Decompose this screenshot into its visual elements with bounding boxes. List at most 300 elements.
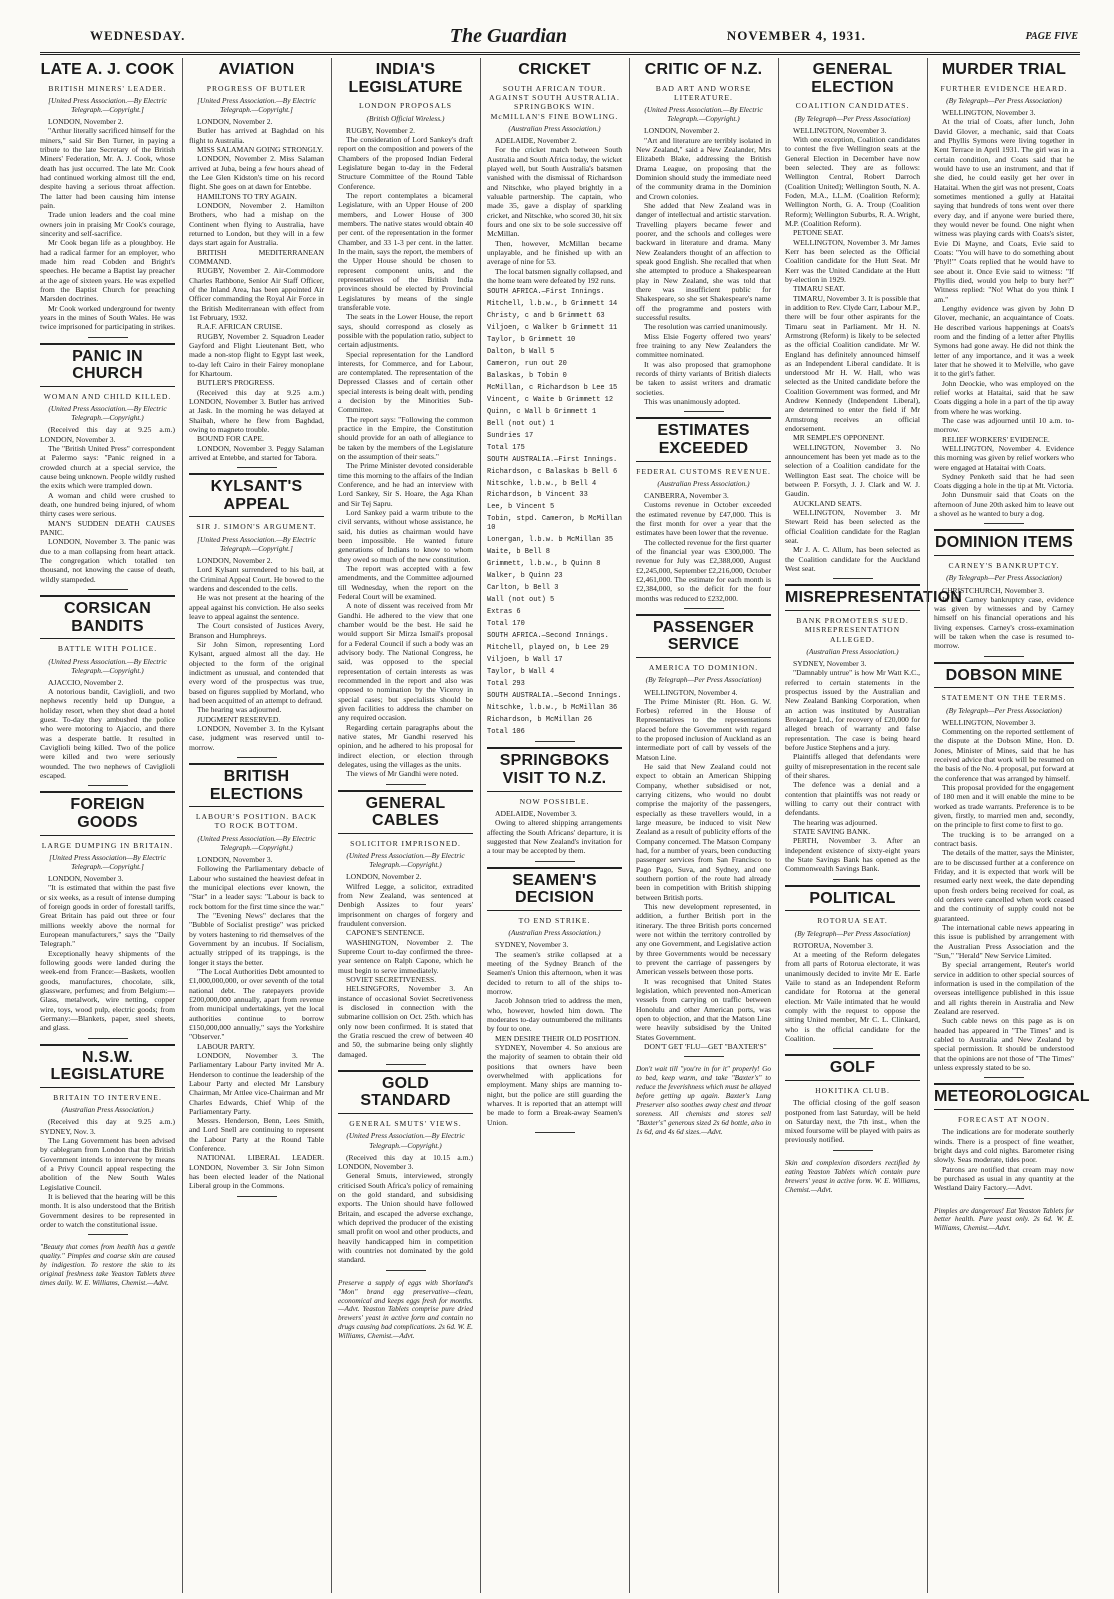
scoreboard-line: Total 175	[487, 443, 525, 452]
article-headline: CRITIC OF N.Z.	[644, 61, 763, 78]
article-subheading: LARGE DUMPING IN BRITAIN.	[41, 840, 174, 850]
article-paragraph: Sydney Penketh said that he had seen Coats digging a hole in the tip at Mt. Victoria.	[934, 471, 1074, 491]
section-rule	[237, 1196, 277, 1197]
article-subheading: NOW POSSIBLE.	[519, 796, 590, 806]
article-paragraph: LONDON, November 3. The panic was due to a man collapsing from heart attack. The congregation which totalled ten thousand, not knowing the cause of death, wildly stampeded.	[40, 537, 175, 584]
article-paragraph: LONDON, November 3. Peggy Salaman arrived at Entebbe, and started for Tabora.	[189, 443, 324, 462]
scoreboard-line: Vincent, c Waite b Grimmett 12	[487, 395, 614, 404]
article-dateline: LONDON, November 2.	[644, 126, 720, 136]
article-headline: KYLSANT'S APPEAL	[189, 473, 324, 517]
article-dateline: WELLINGTON, November 4.	[644, 687, 738, 697]
article-paragraph: The views of Mr Gandhi were noted.	[346, 769, 459, 779]
scoreboard-line: Sundries 17	[487, 431, 534, 440]
article-subheading: SOUTH AFRICAN TOUR. AGAINST SOUTH AUSTRALIA. SPRINGBOKS WIN. McMILLAN'S FINE BOWLING.	[489, 83, 620, 121]
section-rule	[984, 1198, 1024, 1199]
article-headline: FOREIGN GOODS	[40, 791, 175, 835]
article-headline: PANIC IN CHURCH	[40, 343, 175, 387]
article-paragraph: The seats in the Lower House, the report says, should correspond as closely as possible with the population ratio, subject to certain adjustments.	[338, 312, 473, 350]
scoreboard-line: Nitschke, l.b.w., b Bell 4	[487, 479, 597, 488]
article	[189, 473, 324, 752]
scoreboard-line: Total 170	[487, 619, 525, 628]
article-subheading: LONDON PROPOSALS	[358, 101, 452, 111]
article-source: (Australian Press Association.)	[508, 928, 601, 938]
article-paragraph: The Lang Government has been advised by cablegram from London that the British Government intends to intervene by means of a Privy Council appeal respecting the abolition of the New South Wales Legislative Council.	[40, 1135, 175, 1192]
article-headline: SPRINGBOKS VISIT TO N.Z.	[487, 747, 622, 791]
article-paragraph: Such cable news on this page as is on headed has appeared in "The Times" and is cabled to Australia and New Zealand by special permission. It should be understood that the opinions are not those of "The Times" unless expressly stated to be so.	[934, 1016, 1074, 1072]
article-subheading: HOKITIKA CLUB.	[815, 1085, 890, 1095]
section-rule	[386, 1064, 426, 1065]
article-dateline: CHRISTCHURCH, November 3.	[942, 585, 1045, 595]
article-paragraph: It was also proposed that gramophone records of thirty variants of British dialects be taken to assist writers and dramatic societies.	[636, 359, 771, 397]
article-paragraph: John Dunsmuir said that Coats on the afternoon of June 20th asked him to leave out a shovel as he wanted to bury a dog.	[934, 490, 1074, 519]
scoreboard-line: Christy, c and b Grimmett 63	[487, 312, 605, 321]
section-rule	[684, 411, 724, 412]
masthead-page-number: PAGE FIVE	[1025, 30, 1078, 42]
article	[487, 61, 622, 736]
section-rule	[535, 1132, 575, 1133]
article-headline: MISREPRESENTATION	[785, 584, 920, 611]
scoreboard-line: Mitchell, played on, b Lee 29	[487, 643, 609, 652]
article-paragraph: The case was adjourned until 10 a.m. to-morrow.	[934, 415, 1074, 435]
article	[189, 61, 324, 462]
section-rule	[237, 467, 277, 468]
article-subheading: ROTORUA SEAT.	[817, 916, 888, 926]
article-dateline: ADELAIDE, November 2.	[495, 136, 577, 146]
article-headline: GOLD STANDARD	[338, 1070, 473, 1114]
article-paragraph: The hearing was adjourned.	[197, 705, 282, 715]
article-source: (United Press Association.—By Electric Telegraph.—Copyright.)	[346, 1131, 465, 1150]
article-paragraph: For the cricket match between South Australia and South Africa today, the wicket played well, but South Australia's batsmen vanished with the dismissal of Richardson and Nitschke, who played brightly in a valuable partnership. The captain, who made 35, gave a display of sparkling cricket, and Nitschke, who scored 30, hit six fours and one six to be sole successive off McMillan.	[487, 145, 622, 239]
article-paragraph: Sir John Simon, representing Lord Kylsant, argued almost all the day. He objected to the form of the original indictment as unusual, and contended that every word of the prospectus was true, based on figures supplied by Morland, who had been acquitted of an attempt to defraud.	[189, 639, 324, 705]
article-paragraph: The seamen's strike collapsed at a meeting of the Sydney Branch of the Seamen's Union this afternoon, when it was decided to return to all of the ships to-morrow.	[487, 949, 622, 996]
article-paragraph: Wilfred Legge, a solicitor, extradited from New Zealand, was sentenced at Denbigh Assizes to four years' imprisonment on charges of forgery and fraudulent conversion.	[338, 881, 473, 928]
advertisement-notice: Skin and complexion disorders rectified by eating Yeaston Tablets which contain pure brewers' yeast in active form. W. E. Williams, Chemist.—Advt.	[785, 1157, 920, 1194]
article-paragraph: John Deockie, who was employed on the relief works at Hataitai, said that he saw Coats digging a hole in a part of the tip away from where he was working.	[934, 378, 1074, 416]
advertisement-notice: Pimples are dangerous! Eat Yeaston Tablets for better health. Pure yeast only. 2s 6d. W. E. Williams, Chemist.—Advt.	[934, 1205, 1074, 1233]
article-dateline: LONDON, November 2.	[48, 117, 124, 127]
article	[40, 343, 175, 584]
article-dateline: ROTORUA, November 3.	[793, 940, 874, 950]
article-paragraph: MR SEMPLE'S OPPONENT.	[793, 433, 885, 443]
article-paragraph: TIMARU SEAT.	[793, 284, 845, 294]
article-dateline: CANBERRA, November 3.	[644, 490, 729, 500]
article-paragraph: SOVIET SECRETIVENESS.	[346, 974, 437, 984]
article-paragraph: Mr Cook began life as a ploughboy. He had a radical farmer for an employer, who made him read Cobden and Bright's speeches. He became a Baptist lay preacher at the age of sixteen years. He was expelled from the Baptist Church for preaching Marsden doctrines.	[40, 238, 175, 304]
article-paragraph: The international cable news appearing in this issue is published by arrangement with the Australian Press Association and the "Sun," "Herald" New Service Limited.	[934, 923, 1074, 961]
article-paragraph: LABOUR PARTY.	[197, 1041, 255, 1051]
article-subheading: WOMAN AND CHILD KILLED.	[43, 391, 172, 401]
advertisement-notice: Preserve a supply of eggs with Shorland's "Mon" brand egg preservative—clean, economical and keeps eggs fresh for months.—Advt. Yeaston Tablets comprise pure dried brewers' yeast in active form and contain no drugs causing bad complications. 2s 6d. W. E. Williams, Chemist.—Advt.	[338, 1277, 473, 1341]
section-rule	[237, 757, 277, 758]
article-paragraph: The resolution was carried unanimously.	[644, 322, 768, 332]
section-rule	[88, 785, 128, 786]
article-paragraph: Miss Elsie Fogerty offered two years' free training to any New Zealanders the committee nominated.	[636, 331, 771, 360]
section-rule	[386, 784, 426, 785]
article-paragraph: She added that New Zealand was in danger of intellectual and artistic starvation. Travelling players became fewer and poorer, and the schools and colleges were backward in literature and drama. Many New Zealanders thought of an affection to speak good English. She recalled that when she attempted to produce a Shakespearean play in New Zealand, she was told that there was insufficient public for Shakespeare, so she set Shakespeare's name off the programme and posters with successful results.	[636, 201, 771, 323]
article	[338, 61, 473, 779]
article-paragraph: The collected revenue for the first quarter of the financial year was £300,000. The revenue for July was £2,388,000, August £2,245,000, September £2,216,000, October £2,461,000. The estimate for each month is £2,384,000, so the deficit for the four months was reduced to £232,000.	[636, 537, 771, 603]
article-paragraph: MEN DESIRE THEIR OLD POSITION.	[495, 1033, 621, 1043]
article-headline: ESTIMATES EXCEEDED	[636, 417, 771, 461]
article-headline: DOBSON MINE	[934, 662, 1074, 689]
article-paragraph: Plaintiffs alleged that defendants were guilty of misrepresentation in the recent sale of their shares.	[785, 752, 920, 780]
article-headline: DOMINION ITEMS	[934, 529, 1074, 556]
article-paragraph: By special arrangement, Reuter's world service in addition to other special sources of information is used in the compilation of the overseas intelligence published in this issue and all rights therein in Australia and New Zealand are reserved.	[934, 960, 1074, 1016]
masthead-date: NOVEMBER 4, 1931.	[726, 28, 866, 43]
article-paragraph: LONDON, November 3. The Parliamentary Labour Party invited Mr A. Henderson to continue the leadership of the Labour Party and elected Mr Lansbury Chairman, Mr Attlee vice-Chairman and Mr Charles Edwards, Chief Whip of the Parliamentary Party.	[189, 1050, 324, 1116]
article	[636, 417, 771, 603]
article	[487, 867, 622, 1127]
article	[487, 747, 622, 855]
article-paragraph: Regarding certain paragraphs about the native states, Mr Gandhi reserved his opinion, and he adhered to his proposal for indirect election, or election through delegates, using the villages as the units.	[338, 722, 473, 769]
scoreboard-line: Dalton, b Wall 5	[487, 348, 555, 357]
article-paragraph: The Prime Minister devoted considerable time this morning to the affairs of the Indian Conference, and he had an interview with Lord Sankey, Sir S. Hoare, the Aga Khan and Sir Tej Sapru.	[338, 461, 473, 508]
article-source: (By Telegraph—Per Press Association)	[794, 928, 911, 938]
column-rule	[778, 58, 779, 1593]
article	[934, 529, 1074, 650]
advertisement-notice: "Beauty that comes from health has a gentle quality." Pimples and coarse skin are caused by indigestion. To restore the skin to its original freshness take Yeaston Tablets three times daily. W. E. Williams, Chemist.—Advt.	[40, 1242, 175, 1288]
section-rule	[833, 879, 873, 880]
article-paragraph: The indications are for moderate southerly winds. There is a prospect of fine weather, bright days and cold nights. Barometer rising slowly. Seas moderate, tides poor.	[934, 1127, 1074, 1165]
section-rule	[984, 656, 1024, 657]
article-paragraph: The report says: "Following the common practice in the Empire, the Constitution should provide for an oath of allegiance to be taken by the members of the Legislature on the assumption of their seats."	[338, 414, 473, 462]
article-paragraph: At the trial of Coats, after lunch, John David Glover, a mechanic, said that Coats and Phyllis Symons were living together in Kent Terrace in April 1931. The girl was in a certain condition, and Coats said that he would have to use an instrument, and that if she died, he could easily get her over in Hataitai. When the girl was not present, Coats sometimes mentioned a gully at Hataitai saying that hundreds of tons went over there every day, and if anyone were buried there, they would never be found. One night when witness was playing cards with Coats's sister, Evie Di Mayne, and Coats, Evie said to Coats: "You will have to do something about 'Phyl!'" Coats replied that he would have to see about it. Once Evie said to witness: "If Phyllis died, would you help to bury her?" Witness replied: "No! What do you think I am."	[934, 117, 1074, 304]
article-subheading: BATTLE WITH POLICE.	[57, 644, 158, 654]
column-7	[934, 58, 1090, 1593]
article-dateline: LONDON, November 2.	[197, 117, 273, 127]
article-paragraph: The consideration of Lord Sankey's draft report on the composition and powers of the Chambers of the proposed Indian Federal Legislature began to-day in the Federal Structure Committee of the Round Table Conference.	[338, 134, 473, 191]
article-subheading: FURTHER EVIDENCE HEARD.	[940, 83, 1068, 93]
article-paragraph: Customs revenue in October exceeded the estimated revenue by £47,000. This is the first month for over a year that the estimates have been lower that the revenue.	[636, 500, 771, 538]
article-headline: PASSENGER SERVICE	[636, 614, 771, 658]
article-paragraph: The Court consisted of Justices Avery, Branson and Humphreys.	[189, 621, 324, 640]
article-paragraph: He was not present at the hearing of the appeal against his conviction. He also seeks leave to appeal against the sentence.	[189, 593, 324, 621]
article-subheading: LABOUR'S POSITION. BACK TO ROCK BOTTOM.	[195, 812, 318, 831]
article-paragraph: WELLINGTON, November 3. Mr Stewart Reid has been selected as the official Coalition candidate for the Raglan seat.	[785, 508, 920, 546]
article-subheading: CARNEY'S BANKRUPTCY.	[948, 561, 1060, 571]
article-dateline: RUGBY, November 2.	[346, 125, 416, 135]
article	[338, 790, 473, 1059]
scoreboard-line: Taylor, b Wall 4	[487, 667, 555, 676]
article-subheading: COALITION CANDIDATES.	[795, 101, 910, 111]
scoreboard-line: Tobin, stpd. Cameron, b McMillan 10	[487, 515, 622, 533]
article-paragraph: The trucking is to be arranged on a contract basis.	[934, 829, 1074, 849]
article-subheading: SIR J. SIMON'S ARGUMENT.	[196, 522, 317, 532]
article-headline: POLITICAL	[785, 885, 920, 912]
article	[40, 791, 175, 1032]
article-paragraph: MAN'S SUDDEN DEATH CAUSES PANIC.	[40, 518, 175, 538]
article-source: (United Press Association.—By Electric Telegraph.—Copyright.)	[197, 833, 316, 852]
article	[636, 614, 771, 1051]
article-dateline: ADELAIDE, November 3.	[495, 809, 577, 818]
article-paragraph: LONDON, November 3. In the Kylsant case, judgment was reserved until to-morrow.	[189, 723, 324, 752]
article-paragraph: Owing to altered shipping arrangements affecting the South Africans' departure, it is suggested that New Zealand's invitation for a tour may be accepted by them.	[487, 818, 622, 856]
article-headline: GENERAL CABLES	[338, 790, 473, 834]
article-paragraph: BRITISH MEDITERRANEAN COMMAND.	[189, 247, 324, 267]
article-dateline: SYDNEY, November 3.	[793, 659, 867, 669]
article-paragraph: DON'T GET 'FLU—GET "BAXTER'S"	[644, 1041, 767, 1051]
article-headline: INDIA'S LEGISLATURE	[348, 61, 463, 96]
article-source: (United Press Association.—By Electric Telegraph.—Copyright.)	[48, 404, 167, 423]
article-paragraph: RUGBY, November 2. Squadron Leader Gayford and Flight Lieutenant Bett, who made a non-stop flight to Egypt last week, to-day left Cairo in their Fairey monoplane for Khartoum.	[189, 331, 324, 378]
scoreboard-line: SOUTH AUSTRALIA.—First Innings.	[487, 455, 618, 464]
scoreboard-line: SOUTH AUSTRALIA.—Second Innings.	[487, 691, 622, 700]
scoreboard-line: Richardson, b Vincent 33	[487, 491, 588, 500]
article-paragraph: NATIONAL LIBERAL LEADER. LONDON, November 3. Sir John Simon has been elected leader of the National Liberal group in the Commons.	[189, 1153, 324, 1191]
article-paragraph: The report was accepted with a few amendments, and the Committee adjourned till Wednesday, when the report on the Federal Court will be examined.	[338, 564, 473, 602]
article-headline: GENERAL ELECTION	[811, 61, 894, 96]
article-paragraph: The official closing of the golf season postponed from last Saturday, will be held on Saturday next, the 7th inst., when the mixed foursome will be played with pairs as previously notified.	[785, 1098, 920, 1145]
article-paragraph: Lord Sankey paid a warm tribute to the civil servants, without whose assistance, he said, his duties as chairman would have been impossible. He wanted future generations of Indians to know to whom they owed so much of the new constitution.	[338, 508, 473, 564]
article-subheading: SOLICITOR IMPRISONED.	[350, 838, 461, 848]
article-headline: MURDER TRIAL	[941, 61, 1067, 78]
article-subheading: BAD ART AND WORSE LITERATURE.	[655, 83, 752, 102]
masthead-paper-name: The Guardian	[449, 24, 568, 47]
article-paragraph: This new development represented, in addition, a further British port in the itinerary. The three British ports concerned were not within the territory controlled by any one Government, and Legislative action by three Governments would be necessary to prevent the carriage of passengers by American vessels between those ports.	[636, 902, 771, 977]
scoreboard-line: Balaskas, b Tobin 0	[487, 371, 567, 380]
scoreboard-line: Lonergan, l.b.w. b McMillan 35	[487, 536, 614, 545]
article-paragraph: WELLINGTON, November 3. Mr James Kerr has been selected as the Official Coalition candidate for the Hutt Seat. Mr Kerr was the United Candidate at the Hutt by-election in 1929.	[785, 237, 920, 284]
section-rule	[386, 1270, 426, 1271]
scoreboard-line: SOUTH AFRICA.—First Innings.	[487, 288, 605, 297]
article-paragraph: Patrons are notified that cream may now be purchased as usual in any quantity at the Westland Dairy Factory.—Advt.	[934, 1164, 1074, 1193]
article-paragraph: A notorious bandit, Caviglioli, and two nephews recently held up Dungue, a holiday resort, when they shot dead a hotel guest. To-day they ambushed the police who were motoring to Ajaccio, and there was a desperate battle. It resulted in Caviglioli being killed. Two of the police were killed and two were seriously wounded. The two nephews of Caviglioli escaped.	[40, 687, 175, 781]
article-paragraph: AUCKLAND SEATS.	[793, 498, 862, 508]
section-rule	[833, 1048, 873, 1049]
article	[785, 885, 920, 1044]
article	[40, 61, 175, 332]
article-source: (By Telegraph—Per Press Association)	[645, 675, 762, 685]
article-dateline: (Received this day at 10.15 a.m.) LONDON, November 3.	[338, 1152, 473, 1171]
scoreboard-line: Richardson, c Balaskas b Bell 6	[487, 467, 618, 476]
article	[40, 1044, 175, 1230]
article-source: (By Telegraph—Per Press Association)	[794, 113, 911, 123]
article-subheading: BRITISH MINERS' LEADER.	[48, 83, 167, 93]
article-paragraph: At a meeting of the Reform delegates from all parts of Rotorua electorate, it was unanimously decided to invite Mr E. Earle Vaile to stand as an Independent Reform candidate for Rotorua at the general election. Mr Vaile intimated that he would comply with the request to oppose the sitting United member, Mr C. L. Clinkard, who is the official candidate for the Coalition.	[785, 949, 920, 1043]
scoreboard-line: Extras 6	[487, 608, 521, 616]
article-subheading: PROGRESS OF BUTLER	[206, 83, 307, 93]
article-source: (By Telegraph—Per Press Association)	[946, 573, 1062, 583]
article-source: (British Official Wireless.)	[366, 113, 445, 123]
article-subheading: TO END STRIKE.	[518, 915, 591, 925]
article-paragraph: "The Local Authorities Debt amounted to £1,000,000,000, or over seventh of the total national debt. The ratepayers provide £200,000,000 annually, apart from revenue from municipal undertakings, yet the local authorities continue to borrow £150,000,000 annually," says the Yorkshire "Observer."	[189, 966, 324, 1042]
article-paragraph: Lord Kylsant surrendered to his bail, at the Criminal Appeal Court. He bowed to the wardens and descended to the cells.	[189, 565, 324, 593]
article-paragraph: "Art and literature are terribly isolated in New Zealand," said a New Zealander, Mrs Elizabeth Blake, addressing the British Drama League, on proposing that the Dominion should study the immediate need of the community drama in the Dominion and Crown colonies.	[636, 135, 771, 201]
article-paragraph: WELLINGTON, November 3. No announcement has been yet made as to the selection of a Coalition candidate for the Wellington East seat. The choice will be between P. Forsyth, J. J. Clark and W. J. Gaudin.	[785, 442, 920, 499]
scoreboard-line: Quinn, c Wall b Grimmett 1	[487, 407, 597, 416]
article-source: [United Press Association.—By Electric Telegraph.—Copyright.]	[197, 95, 316, 115]
article-source: [United Press Association.—By Electric Telegraph.—Copyright.]	[197, 534, 316, 553]
scoreboard-line: Grimmett, l.b.w., b Quinn 8	[487, 560, 601, 569]
scoreboard-line: McMillan, c Richardson b Lee 15	[487, 383, 618, 392]
article-paragraph: "Damnably untrue" is how Mr Watt K.C., referred to certain statements in the prospectus issued by the Australian and New Zealand Banking Corporation, when an action was instituted by Australian Brokerage Ltd., for recovery of £20,000 for alleged breach of warranty and false representation. The case is being heard before Justice Stephens and a jury.	[785, 668, 920, 753]
column-4	[487, 58, 622, 1593]
article	[934, 1083, 1090, 1193]
article-headline: METEOROLOGICAL	[934, 1083, 1074, 1110]
article-paragraph: A woman and child were crushed to death, one hundred being injured, of whom thirty cases were serious.	[40, 490, 175, 519]
article-paragraph: PETONE SEAT.	[793, 228, 844, 238]
article-paragraph: MISS SALAMAN GOING STRONGLY.	[197, 145, 324, 155]
article-paragraph: BOUND FOR CAPE.	[197, 434, 264, 444]
section-rule	[88, 337, 128, 338]
article-subheading: FORECAST AT NOON.	[957, 1114, 1051, 1124]
article	[934, 61, 1074, 518]
scoreboard-line: Viljoen, b Wall 17	[487, 655, 563, 664]
article-dateline: LONDON, November 3.	[197, 854, 273, 864]
article	[338, 1070, 473, 1265]
article-dateline: WELLINGTON, November 3.	[942, 108, 1036, 118]
scoreboard-line: Total 293	[487, 679, 525, 688]
article-paragraph: The "Evening News" declares that the "Bubble of Socialist prestige" was pricked by voters hastening to rid themselves of the Government by an incubus. If Socialism, actually stripped of its trappings, is the longer it stays the better.	[189, 910, 324, 967]
article-paragraph: The local batsmen signally collapsed, and the home team were defeated by 192 runs.	[487, 266, 622, 285]
article-source: (By Telegraph—Per Press Association)	[946, 95, 1062, 105]
article-dateline: LONDON, November 3.	[48, 874, 124, 884]
scoreboard-line: Waite, b Bell 8	[487, 548, 551, 557]
article-paragraph: General Smuts, interviewed, strongly criticised South Africa's policy of remaining on the gold standard, and subsidising exports. The Union should have followed Britain, and escaped the adverse exchange, which deprived the producer of the existing small profit on wool and other products, and heavily handicapped him in competition with countries not dominated by the gold standard.	[338, 1171, 473, 1265]
article-paragraph: With one exception, Coalition candidates to contest the five Wellington seats at the General Election in December have now been selected. They are as follows: Wellington Central, Robert Darroch (Coalition United); Wellington South, N. A. Foden, M.A., LL.M. (Coalition Reform); Wellington North, G. A. Troup (Coalition Reform); Wellington Suburbs, R. A. Wright, M.P. (Coalition Reform).	[785, 134, 920, 228]
section-rule	[88, 589, 128, 590]
column-6	[785, 58, 963, 1593]
article	[934, 662, 1074, 1073]
article-paragraph: WASHINGTON, November 2. The Supreme Court to-day confirmed the three-year sentence on Ralph Capone, which he must begin to serve immediately.	[338, 937, 473, 975]
article-dateline: SYDNEY, November 3.	[495, 940, 569, 950]
article-headline: BRITISH ELECTIONS	[189, 763, 324, 807]
scoreboard-line: Nitschke, l.b.w., b McMillan 36	[487, 703, 618, 712]
article-paragraph: HAMILTONS TO TRY AGAIN.	[197, 191, 297, 201]
column-rule	[480, 58, 481, 1593]
article-paragraph: This proposal provided for the engagement of 180 men and it will enable the mine to be worked as trade warrants. Preference is to be given, firstly, to married men and, secondly, on the principle to first come to first to go.	[934, 783, 1074, 830]
article-subheading: GENERAL SMUTS' VIEWS.	[349, 1119, 462, 1129]
article-paragraph: "Arthur literally sacrificed himself for the miners," said Sir Ben Turner, in paying a tribute to the late Secretary of the British Miners' Federation, Mr. A. J. Cook, whose death has just occurred. The late Mr. Cook had continued working almost till the end, despite having a serious throat affection. The latter had been causing him intense pain.	[40, 126, 175, 211]
article-paragraph: Commenting on the reported settlement of the dispute at the Dobson Mine, Hon. D. Jones, Minister of Mines, said that he has received advice that work will be resumed on the basis of the No. 4 proposal, put forward at the conference that was arranged by himself.	[934, 727, 1074, 783]
scoreboard-line: Lee, b Vincent 5	[487, 503, 555, 512]
article-paragraph: Mr J. A. C. Allum, has been selected as the Coalition candidate for the Auckland West seat.	[785, 545, 920, 574]
scoreboard-line: Taylor, b Grimmett 10	[487, 336, 576, 345]
article-paragraph: PERTH, November 3. After an independent existence of sixty-eight years the State Savings Bank has opened as the Commonwealth Savings Bank.	[785, 836, 920, 874]
section-rule	[535, 861, 575, 862]
column-rule	[927, 58, 928, 1593]
article-source: (United Press Association.—By Electric Telegraph.—Copyright.)	[48, 656, 167, 675]
article-paragraph: The hearing was adjourned.	[793, 817, 878, 827]
advertisement-notice: Don't wait till "you're in for it" properly! Go to bed, keep warm, and take "Baxter's" to reduce the feverishness which must be allayed before getting up again. Baxter's Lung Preserver also soothes away chest and throat soreness. All chemists and stores sell "Baxter's" generous sized 2s 6d bottle, also in 1s 6d, and 4s 6d sizes.—Advt.	[636, 1064, 771, 1137]
masthead	[40, 20, 1080, 55]
article-paragraph: "It is estimated that within the past five or six weeks, as a result of intense dumping of foreign goods in order of forestall tariffs, Great Britain has paid out three or four millions weekly above the normal for European manufacturers," says the "Daily Telegraph."	[40, 883, 175, 949]
column-3	[338, 58, 473, 1593]
article-paragraph: JUDGMENT RESERVED.	[197, 714, 281, 724]
article-source: (By Telegraph—Per Press Association)	[946, 705, 1062, 715]
scoreboard-line: Cameron, run out 20	[487, 359, 567, 368]
article-headline: SEAMEN'S DECISION	[487, 867, 622, 911]
article-paragraph: Mr Cook worked underground for twenty years in the mines of South Wales. He was twice imprisoned for participating in strikes.	[40, 303, 175, 332]
column-rule	[331, 58, 332, 1593]
section-rule	[833, 1150, 873, 1151]
article-paragraph: STATE SAVING BANK.	[793, 826, 871, 836]
scoreboard-line: Walker, b Quinn 23	[487, 572, 563, 581]
scoreboard-line: SOUTH AFRICA.—Second Innings.	[487, 631, 609, 640]
article-subheading: FEDERAL CUSTOMS REVENUE.	[636, 466, 771, 476]
scoreboard-line: Carlton, b Bell 3	[487, 584, 559, 593]
article	[785, 1054, 920, 1145]
article-paragraph: (Received this day at 9.25 a.m.) LONDON, November 3. Butler has arrived at Jask. In the morning he was delayed at Shaibah, where he flew from Baghdad, owing to magneto trouble.	[189, 387, 324, 434]
article-source: (United Press Association.—By Electric Telegraph.—Copyright.)	[346, 851, 465, 870]
article	[785, 584, 963, 874]
article-paragraph: LONDON, November 2. Hamilton Brothers, who had a mishap on the Continent when flying to Australia, have returned to London, but they will in a few days start again for Australia.	[189, 201, 324, 248]
article-paragraph: WELLINGTON, November 4. Evidence this morning was given by relief workers who were engaged at Hataitai with Coats.	[934, 443, 1074, 472]
article-paragraph: Jacob Johnson tried to address the men, who, however, howled him down. The moderates to-day outnumbered the militants by four to one.	[487, 996, 622, 1034]
article	[189, 763, 324, 1191]
article-paragraph: HELSINGFORS, November 3. An instance of occasional Soviet Secretiveness is disclosed in connection with the submarine collision on Oct. 25th. which has only now been confirmed. It is stated that the Gratia rescued the crew of between 40 and 50, the submarine being only slightly damaged.	[338, 984, 473, 1059]
article-paragraph: In the Carney bankruptcy case, evidence was given by witnesses and by Carney himself on his financial operations and his living expenses. Carney's cross-examination will be taken when the case is resumed to-morrow.	[934, 594, 1074, 651]
section-rule	[684, 608, 724, 609]
article-source: [United Press Association.—By Electric Telegraph.—Copyright.]	[48, 95, 167, 115]
article-dateline: (Received this day at 9.25 a.m.) SYDNEY, Nov. 3.	[40, 1117, 175, 1136]
article	[40, 595, 175, 780]
article-paragraph: It is believed that the hearing will be this month. It is also understood that the British Government desires to be represented in order to watch the constitutional issue.	[40, 1191, 175, 1229]
column-rule	[629, 58, 630, 1593]
column-2	[189, 58, 324, 1593]
article-dateline: WELLINGTON, November 3.	[942, 717, 1036, 727]
scoreboard-line: Total 106	[487, 727, 525, 736]
scoreboard-line: Mitchell, l.b.w., b Grimmett 14	[487, 300, 618, 309]
column-5	[636, 58, 771, 1593]
article-paragraph: RUGBY, November 2. Air-Commodore Charles Rathbone, Senior Air Staff Officer, of the Inland Area, has been appointed Air Officer commanding the Royal Air Force in the British Mediterranean with effect from 1st February, 1932.	[189, 266, 324, 323]
article-paragraph: TIMARU, November 3. It is possible that in addition to Rev. Clyde Carr, Labour M.P., there will be four other aspirants for the Timaru seat in Parliament. Mr H. N. Armstrong (Reform) is likely to be selected as the official Coalition candidate. Mr W. England has definitely announced himself as an Independent Liberal candidate. It is understood Mr H. W. Hall, who was selected as the United candidate before the Coalition Government was formed, and Mr Andrew Kennedy (Independent Liberal), are determined to enter the field if Mr Armstrong receives an official endorsement.	[785, 293, 920, 434]
masthead-day: WEDNESDAY.	[90, 28, 186, 43]
article-paragraph: A note of dissent was received from Mr Gandhi. He adhered to the view that one chamber would be the best. He said he would support Sir Mirza Ismail's proposal for a Federal Council if such a body was an advisory body. The National Congress, he said, was opposed to the special representation of certain interests as was recommended in the report and also was opposed to nomination by the Viceroy in special cases; but specialists should be given facilities to address the chamber on any required occasion.	[338, 601, 473, 723]
article-paragraph: Lengthy evidence was given by John D Glover, mechanic, an acquaintance of Coats. He described various happenings at Coats's room and the finding of a letter after Phyllis Symons had gone away. He did not think the letter of any importance, and it was a week later that he showed it to Melville, who gave it to the girl's father.	[934, 303, 1074, 379]
article-paragraph: SYDNEY, November 4. So anxious are the majority of seamen to obtain their old positions that owners have been overwhelmed with applications for employment. Many ships are manning to-night, but the police are still guarding the wharves. It is reported that an attempt will be made to form a Break-away Seamen's Union.	[487, 1042, 622, 1127]
article-source: (Australian Press Association.)	[61, 1105, 154, 1115]
article-source: (Australian Press Association.)	[508, 123, 601, 133]
scoreboard-line: Viljoen, c Walker b Grimmett 11	[487, 324, 618, 333]
article-paragraph: The defence was a denial and a contention that plaintiffs was not ready or willing to carry out their contract with defendants.	[785, 780, 920, 818]
article-paragraph: BUTLER'S PROGRESS.	[197, 378, 275, 388]
article-source: (Australian Press Association.)	[657, 478, 750, 488]
column-1	[40, 58, 175, 1593]
article-subheading: BANK PROMOTERS SUED. MISREPRESENTATION ALLEGED.	[796, 615, 909, 644]
section-rule	[88, 1038, 128, 1039]
column-rule	[182, 58, 183, 1593]
article-paragraph: Trade union leaders and the coal mine owners join in praising Mr Cook's courage, sincerity and self-sacrifice.	[40, 210, 175, 239]
article-paragraph: Butler has arrived at Baghdad on his flight to Australia.	[189, 126, 324, 145]
article-paragraph: The report contemplates a bicameral Legislature, with an Upper House of 200 members, and Lower House of 300 members. The native states would obtain 40 per cent. of the representation in the former Chamber, and 33 1-3 per cent. in the latter. In the main, says the report, the members of the Upper House should be chosen to represent component units, and the representatives of the British India provinces should be elected by Provincial Legislatures by means of the single transferable vote.	[338, 190, 473, 312]
article-dateline: (Received this day at 9.25 a.m.) LONDON, November 3.	[40, 425, 175, 444]
section-rule	[984, 523, 1024, 524]
section-rule	[684, 1056, 724, 1057]
article-source: (United Press Association.—By Electric Telegraph.—Copyright.)	[644, 105, 763, 124]
section-rule	[88, 1234, 128, 1235]
article-paragraph: R.A.F. AFRICAN CRUISE.	[197, 322, 283, 332]
article-paragraph: Then, however, McMillan became unplayable, and he finished up with an average of nine for 53.	[487, 238, 622, 267]
section-rule	[833, 578, 873, 579]
article	[636, 61, 771, 406]
article-paragraph: Messrs. Henderson, Benn, Lees Smith, and Lord Snell are continuing to represent the Labour Party at the Round Table Conference.	[189, 1116, 324, 1154]
article-headline: N.S.W. LEGISLATURE	[40, 1044, 175, 1088]
article-source: (Australian Press Association.)	[806, 646, 899, 656]
article-dateline: LONDON, November 2.	[346, 872, 422, 882]
article-paragraph: Following the Parliamentary debacle of Labour who sustained the heaviest defeat in the municipal elections ever known, the "Star" in a leader says: "Labour is back to rock bottom for the first time since the war."	[189, 864, 324, 911]
article-paragraph: It was recognised that United States legislation, which prevented non-American vessels from carrying on traffic between Honolulu and other American ports, was open to objection, and that the Matson Line were heavily subsidised by the United States Government.	[636, 976, 771, 1042]
article-paragraph: LONDON, November 2. Miss Salaman arrived at Juba, being a few hours ahead of the Lee Glen Kidston's time on his record flight. She goes on at dawn for Entebbe.	[189, 154, 324, 192]
scoreboard-line: Wall (not out) 5	[487, 596, 555, 605]
article-paragraph: He said that New Zealand could not expect to obtain an American Shipping Company, whether subsidised or not, carrying citizens, who would no doubt comprise the majority of the passengers, especially as these travellers would, in a large measure, be induced to visit New Zealand as a result of publicity efforts of the Company concerned. The Matson Company had, for a number of years, been conducting passenger services from San Francisco to Pago Pago, Suva, and Sydney, and one southern portion of the route had already been in competition with British shipping between British ports.	[636, 762, 771, 902]
article-headline: AVIATION	[218, 61, 295, 78]
scoreboard-line: Bell (not out) 1	[487, 419, 555, 428]
scoreboard-line: Richardson, b McMillan 26	[487, 715, 593, 724]
article-headline: LATE A. J. COOK	[40, 61, 175, 78]
article-headline: CORSICAN BANDITS	[40, 595, 175, 639]
article-subheading: STATEMENT ON THE TERMS.	[941, 693, 1067, 703]
